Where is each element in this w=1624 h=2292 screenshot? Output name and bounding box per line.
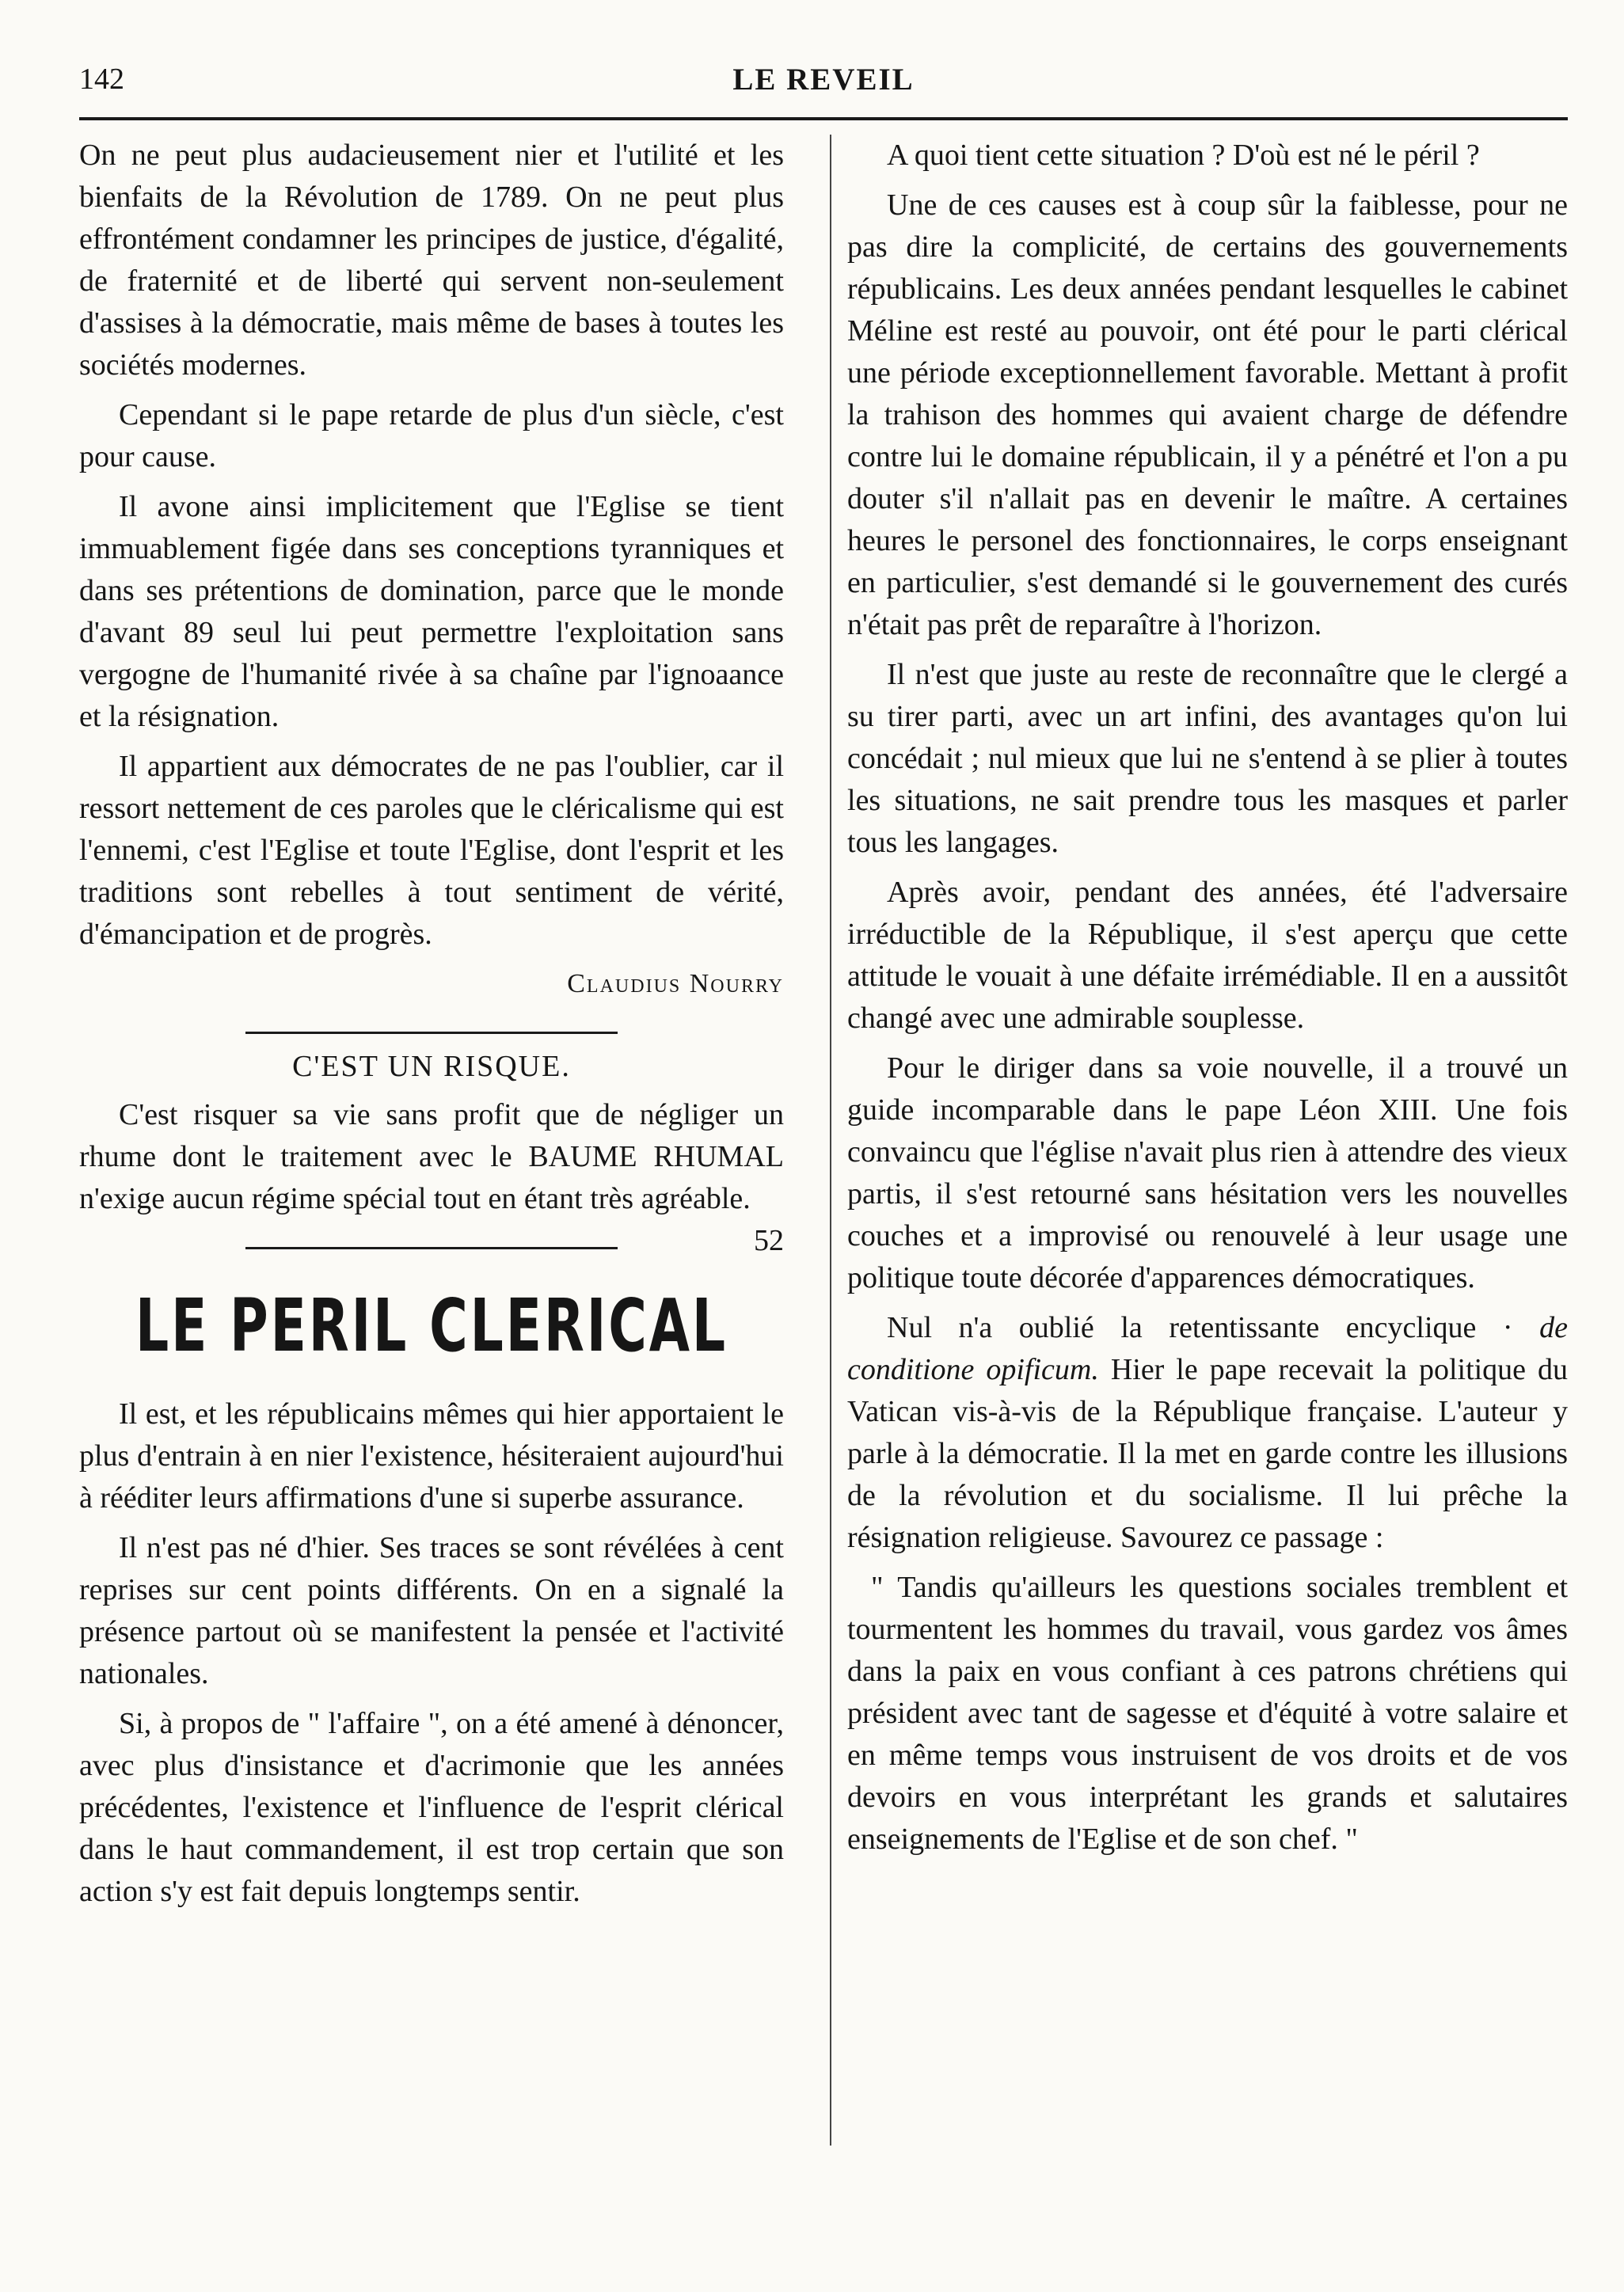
section-rule [245, 1032, 618, 1034]
paragraph: Pour le diriger dans sa voie nouvelle, il a trouvé un guide incomparable dans le pape Léon XIII. Une fois convaincu que l'église n'avait plus rien à attendre des vieux partis, il s'est retourné sans hésitation vers les nouvelles couches et a improvisé ou renouvelé à leur usage une politique toute décorée d'apparences démocratiques. [847, 1051, 1568, 1294]
paragraph: Une de ces causes est à coup sûr la faiblesse, pour ne pas dire la complicité, de certains des gouvernements républicains. Les deux années pendant lesquelles le cabinet Méline est resté au pouvoir, ont été pour le parti clérical une période exceptionnellement favorable. Mettant à profit la trahison des hommes qui avaient charge de défendre contre lui le domaine républicain, il y a pénétré et l'on a pu douter s'il n'allait pas en devenir le maître. A certaines heures le personel des fonctionnaires, le corps enseignant en particulier, s'est demandé si le gouvernement des curés n'était pas prêt de reparaître à l'horizon. [847, 188, 1568, 641]
advert-reference: 52 [754, 1224, 784, 1257]
paragraph [847, 1307, 1568, 1559]
left-column [79, 135, 784, 1921]
paragraph: Il n'est pas né d'hier. Ses traces se sont révélées à cent reprises sur cent points différents. On en a signalé la présence partout où se manifestent la pensée et l'activité nationales. [79, 1531, 784, 1690]
right-column [847, 135, 1568, 1868]
paragraph: Cependant si le pape retarde de plus d'un siècle, c'est pour cause. [79, 398, 784, 473]
advert-title: C'EST UN RISQUE. [292, 1050, 571, 1083]
paragraph: Il appartient aux démocrates de ne pas l'oublier, car il ressort nettement de ces paroles que le cléricalisme qui est l'ennemi, c'est l'Eglise et toute l'Eglise, dont l'esprit et les traditions sont rebelles à tout sentiment de vérité, d'émancipation et de progrès. [79, 750, 784, 951]
section-rule [245, 1247, 618, 1249]
header-rule [79, 117, 1568, 120]
quotation: " Tandis qu'ailleurs les questions sociales tremblent et tourmentent les hommes du travail, vous gardez vos âmes dans la paix en vous confiant à ces patrons chrétiens qui président avec tant de sagesse et d'équité à votre salaire et en même temps vous instruisent de vos droits et de vos devoirs en vous interprétant les grands et salutaires enseignements de l'Eglise et de son chef. " [847, 1571, 1568, 1856]
paragraph: On ne peut plus audacieusement nier et l'utilité et les bienfaits de la Révolution de 1789. On ne peut plus effrontément condamner les principes de justice, d'égalité, de fraternité et de liberté qui servent non-seulement d'assises à la démocratie, mais même de bases à toutes les sociétés modernes. [79, 139, 784, 382]
journal-title: LE REVEIL [732, 63, 915, 97]
paragraph-text: Nul n'a oublié la retentissante encyclique · [887, 1311, 1540, 1344]
advert-body: C'est risquer sa vie sans profit que de négliger un rhume dont le traitement avec le BAUME RHUMAL n'exige aucun régime spécial tout en étant très agréable. [79, 1098, 784, 1215]
page-number: 142 [79, 63, 124, 96]
encyclical-title: de conditione opificum. [847, 1311, 1568, 1386]
paragraph: Il avone ainsi implicitement que l'Eglise se tient immuablement figée dans ses conceptions tyranniques et dans ses prétentions de domination, parce que le monde d'avant 89 seul lui peut permettre l'exploitation sans vergogne de l'humanité rivée à sa chaîne par l'ignoaance et la résignation. [79, 490, 784, 733]
paragraph-text: Hier le pape recevait la politique du Vatican vis-à-vis de la République française. L'auteur y parle à la démocratie. Il la met en garde contre les illusions de la révolution et du socialisme. Il lui prêche la résignation religieuse. Savourez ce passage : [847, 1353, 1569, 1554]
advert-text [79, 1094, 784, 1257]
author-signature: Claudius Nourry [567, 969, 784, 998]
paragraph: Il est, et les républicains mêmes qui hier apportaient le plus d'entrain à en nier l'existence, hésiteraient aujourd'hui à rééditer leurs affirmations d'une si superbe assurance. [79, 1397, 784, 1515]
paragraph: A quoi tient cette situation ? D'où est né le péril ? [887, 139, 1480, 172]
paragraph: Après avoir, pendant des années, été l'adversaire irréductible de la République, il s'est aperçu que cette attitude le vouait à une défaite irrémédiable. Il en a aussitôt changé avec une admirable souplesse. [847, 876, 1568, 1035]
page-header [79, 62, 1568, 109]
article-title: LE PERIL CLERICAL [135, 1283, 728, 1368]
column-divider [830, 135, 831, 2146]
paragraph: Si, à propos de " l'affaire ", on a été amené à dénoncer, avec plus d'insistance et d'acrimonie que les années précédentes, l'existence et l'influence de l'esprit clérical dans le haut commandement, il est trop certain que son action s'y est fait depuis longtemps sentir. [79, 1707, 784, 1908]
paragraph: Il n'est que juste au reste de reconnaître que le clergé a su tirer parti, avec un art infini, des avantages qu'on lui concédait ; nul mieux que lui ne s'entend à se plier à toutes les situations, ne sait prendre tous les masques et parler tous les langages. [847, 658, 1568, 859]
